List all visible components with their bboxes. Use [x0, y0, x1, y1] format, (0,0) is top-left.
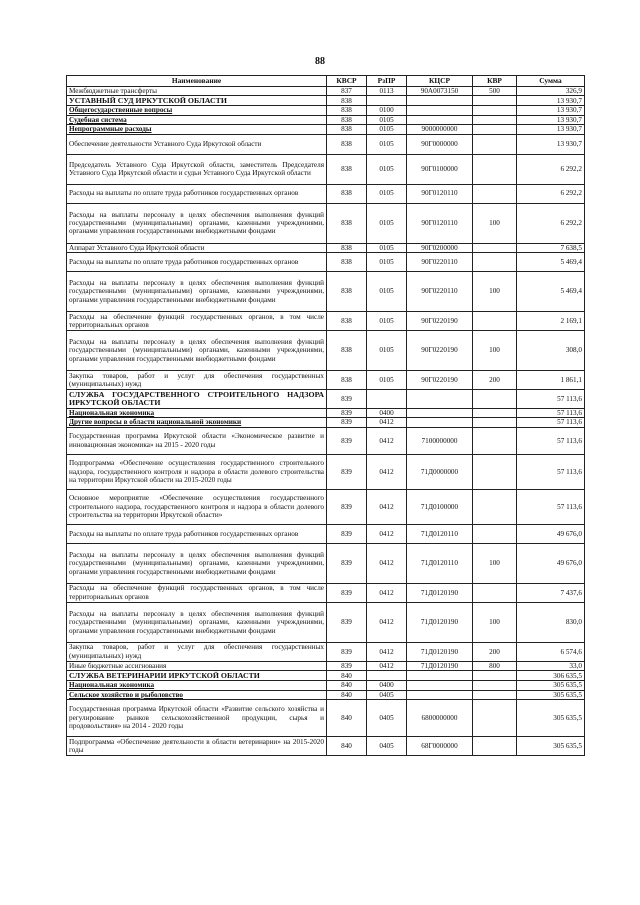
cell-kvsr: 839: [327, 524, 367, 543]
table-row: [67, 272, 585, 312]
cell-sum: 6 574,6: [517, 642, 585, 661]
cell-sum: 13 930,7: [517, 115, 585, 124]
cell-kcsr: [407, 418, 473, 427]
cell-rzpr: 0405: [367, 700, 407, 737]
table-row: [67, 543, 585, 583]
cell-name: Расходы на выплаты персоналу в целях обеспечения выполнения функций государственными (муниципальными) органами, казенными учреждениями, органами управления государственными внебюджетными фондами: [67, 203, 327, 243]
page-number: 88: [315, 56, 325, 67]
cell-kvr: [473, 409, 517, 418]
cell-kvr: [473, 184, 517, 203]
table-row: [67, 134, 585, 154]
cell-kcsr: 90Г0220190: [407, 371, 473, 390]
cell-sum: 6 292,2: [517, 203, 585, 243]
cell-kvsr: 838: [327, 184, 367, 203]
cell-kvr: [473, 312, 517, 331]
cell-kvr: 200: [473, 642, 517, 661]
cell-kvsr: 838: [327, 115, 367, 124]
cell-sum: 2 169,1: [517, 312, 585, 331]
cell-kvsr: 839: [327, 602, 367, 642]
table-row: [67, 661, 585, 670]
cell-rzpr: 0100: [367, 106, 407, 115]
cell-kvr: 100: [473, 602, 517, 642]
table-row: [67, 115, 585, 124]
cell-kcsr: [407, 115, 473, 124]
cell-rzpr: 0105: [367, 125, 407, 134]
cell-kvsr: 838: [327, 154, 367, 184]
cell-rzpr: 0105: [367, 134, 407, 154]
cell-kvr: [473, 134, 517, 154]
cell-kcsr: [407, 96, 473, 106]
cell-kcsr: 71Д0100000: [407, 489, 473, 524]
cell-kvr: [473, 737, 517, 756]
cell-kvsr: 838: [327, 272, 367, 312]
cell-rzpr: 0113: [367, 87, 407, 96]
cell-name: Председатель Уставного Суда Иркутской области, заместитель Председателя Уставного Суда Иркутской области и судьи Уставного Суда Иркутской области: [67, 154, 327, 184]
cell-kvr: [473, 125, 517, 134]
cell-sum: 13 930,7: [517, 96, 585, 106]
table-row: [67, 489, 585, 524]
cell-rzpr: 0105: [367, 184, 407, 203]
cell-name: Основное мероприятие «Обеспечение осуществления государственного строительного надзора, государственного контроля и надзора в области долевого строительства на территории Иркутской области»: [67, 489, 327, 524]
cell-kvr: [473, 700, 517, 737]
table-row: [67, 409, 585, 418]
cell-kvsr: 840: [327, 737, 367, 756]
cell-sum: 1 861,1: [517, 371, 585, 390]
header-name: Наименование: [67, 76, 327, 87]
cell-kvsr: 840: [327, 681, 367, 690]
cell-sum: 6 292,2: [517, 184, 585, 203]
cell-kcsr: 90Г0120110: [407, 203, 473, 243]
header-rzpr: РзПР: [367, 76, 407, 87]
cell-kvr: 200: [473, 371, 517, 390]
cell-kvr: [473, 115, 517, 124]
cell-name: Государственная программа Иркутской области «Экономическое развитие и инновационная экономика» на 2015 - 2020 годы: [67, 427, 327, 454]
cell-kcsr: 90Г0220110: [407, 253, 473, 272]
cell-rzpr: 0405: [367, 690, 407, 699]
cell-sum: 13 930,7: [517, 125, 585, 134]
cell-kvr: [473, 671, 517, 681]
cell-kcsr: 90Г0220190: [407, 312, 473, 331]
cell-kcsr: [407, 690, 473, 699]
cell-rzpr: 0105: [367, 253, 407, 272]
cell-name: Национальная экономика: [67, 409, 327, 418]
cell-kcsr: [407, 681, 473, 690]
cell-kvsr: 839: [327, 454, 367, 489]
cell-sum: 306 635,5: [517, 671, 585, 681]
cell-kvsr: 838: [327, 243, 367, 252]
table-row: [67, 418, 585, 427]
cell-name: Сельское хозяйство и рыболовство: [67, 690, 327, 699]
cell-rzpr: 0105: [367, 312, 407, 331]
cell-kvr: [473, 690, 517, 699]
cell-name: Расходы на выплаты по оплате труда работников государственных органов: [67, 253, 327, 272]
cell-kvsr: 840: [327, 671, 367, 681]
table-row: [67, 154, 585, 184]
cell-sum: 305 635,5: [517, 681, 585, 690]
cell-rzpr: 0412: [367, 642, 407, 661]
cell-rzpr: 0400: [367, 409, 407, 418]
header-sum: Сумма: [517, 76, 585, 87]
cell-name: Расходы на выплаты персоналу в целях обеспечения выполнения функций государственными (муниципальными) органами, казенными учреждениями, органами управления государственными внебюджетными фондами: [67, 543, 327, 583]
cell-kvsr: 839: [327, 489, 367, 524]
table-row: [67, 203, 585, 243]
cell-sum: 6 292,2: [517, 154, 585, 184]
cell-kcsr: 71Д0120190: [407, 642, 473, 661]
cell-name: Закупка товаров, работ и услуг для обеспечения государственных (муниципальных) нужд: [67, 642, 327, 661]
table-row: [67, 96, 585, 106]
cell-name: СЛУЖБА ВЕТЕРИНАРИИ ИРКУТСКОЙ ОБЛАСТИ: [67, 671, 327, 681]
cell-kvr: [473, 583, 517, 602]
cell-kvr: [473, 243, 517, 252]
cell-rzpr: 0400: [367, 681, 407, 690]
cell-sum: 7 437,6: [517, 583, 585, 602]
cell-sum: 57 113,6: [517, 489, 585, 524]
cell-kvsr: 839: [327, 409, 367, 418]
cell-rzpr: 0412: [367, 418, 407, 427]
cell-name: Государственная программа Иркутской области «Развитие сельского хозяйства и регулирование рынков сельскохозяйственной продукции, сырья и продовольствия» на 2014 - 2020 годы: [67, 700, 327, 737]
cell-rzpr: 0412: [367, 427, 407, 454]
cell-kvsr: 839: [327, 642, 367, 661]
cell-rzpr: [367, 96, 407, 106]
cell-kvr: [473, 524, 517, 543]
cell-rzpr: 0412: [367, 489, 407, 524]
cell-kcsr: [407, 390, 473, 409]
table-row: [67, 427, 585, 454]
cell-kcsr: [407, 671, 473, 681]
header-kcsr: КЦСР: [407, 76, 473, 87]
cell-sum: 57 113,6: [517, 409, 585, 418]
cell-name: Обеспечение деятельности Уставного Суда Иркутской области: [67, 134, 327, 154]
cell-kcsr: 90Г0120110: [407, 184, 473, 203]
cell-kvsr: 839: [327, 543, 367, 583]
cell-rzpr: 0105: [367, 203, 407, 243]
cell-name: Расходы на выплаты персоналу в целях обеспечения выполнения функций государственными (муниципальными) органами, казенными учреждениями, органами управления государственными внебюджетными фондами: [67, 331, 327, 371]
cell-kvr: [473, 154, 517, 184]
cell-rzpr: 0105: [367, 272, 407, 312]
cell-kvsr: 838: [327, 331, 367, 371]
table-row: [67, 681, 585, 690]
cell-name: Расходы на выплаты персоналу в целях обеспечения выполнения функций государственными (муниципальными) органами, казенными учреждениями, органами управления государственными внебюджетными фондами: [67, 602, 327, 642]
cell-name: Расходы на обеспечение функций государственных органов, в том числе территориальных органов: [67, 312, 327, 331]
cell-name: УСТАВНЫЙ СУД ИРКУТСКОЙ ОБЛАСТИ: [67, 96, 327, 106]
table-row: [67, 642, 585, 661]
table-row: [67, 312, 585, 331]
cell-kvsr: 840: [327, 690, 367, 699]
cell-name: Подпрограмма «Обеспечение осуществления государственного строительного надзора, государственного контроля и надзора в области долевого строительства на территории Иркутской области на 2015-2020 годы: [67, 454, 327, 489]
cell-name: Подпрограмма «Обеспечение деятельности в области ветеринарии» на 2015-2020 годы: [67, 737, 327, 756]
cell-rzpr: 0105: [367, 115, 407, 124]
cell-name: Расходы на выплаты по оплате труда работников государственных органов: [67, 184, 327, 203]
cell-sum: 5 469,4: [517, 253, 585, 272]
table-row: [67, 671, 585, 681]
cell-kvr: 100: [473, 272, 517, 312]
cell-rzpr: [367, 671, 407, 681]
cell-kcsr: 71Д0000000: [407, 454, 473, 489]
cell-kvr: [473, 253, 517, 272]
cell-sum: 308,0: [517, 331, 585, 371]
cell-kvsr: 837: [327, 87, 367, 96]
header-kvr: КВР: [473, 76, 517, 87]
cell-kcsr: 71Д0120190: [407, 583, 473, 602]
cell-kcsr: 90Г0100000: [407, 154, 473, 184]
cell-kvsr: 839: [327, 661, 367, 670]
table-header-row: [67, 76, 585, 87]
table-row: [67, 524, 585, 543]
cell-kvsr: 838: [327, 371, 367, 390]
table-row: [67, 737, 585, 756]
cell-name: Непрограммные расходы: [67, 125, 327, 134]
cell-kcsr: 71Д0120110: [407, 543, 473, 583]
cell-sum: 49 676,0: [517, 543, 585, 583]
table-row: [67, 583, 585, 602]
cell-rzpr: 0412: [367, 602, 407, 642]
cell-sum: 830,0: [517, 602, 585, 642]
cell-kvr: [473, 96, 517, 106]
cell-kvsr: 838: [327, 253, 367, 272]
cell-name: Судебная система: [67, 115, 327, 124]
cell-kvsr: 838: [327, 125, 367, 134]
cell-kcsr: 6800000000: [407, 700, 473, 737]
cell-kvr: [473, 390, 517, 409]
cell-kvsr: 838: [327, 96, 367, 106]
cell-sum: 326,9: [517, 87, 585, 96]
cell-sum: 13 930,7: [517, 106, 585, 115]
cell-kvsr: 838: [327, 312, 367, 331]
cell-name: Общегосударственные вопросы: [67, 106, 327, 115]
cell-kcsr: 68Г0000000: [407, 737, 473, 756]
cell-rzpr: 0105: [367, 243, 407, 252]
cell-rzpr: 0412: [367, 454, 407, 489]
cell-kcsr: 7100000000: [407, 427, 473, 454]
cell-name: Закупка товаров, работ и услуг для обеспечения государственных (муниципальных) нужд: [67, 371, 327, 390]
cell-rzpr: 0105: [367, 154, 407, 184]
table-row: [67, 690, 585, 699]
cell-name: Национальная экономика: [67, 681, 327, 690]
cell-name: Иные бюджетные ассигнования: [67, 661, 327, 670]
table-row: [67, 454, 585, 489]
table-row: [67, 602, 585, 642]
cell-name: Расходы на обеспечение функций государственных органов, в том числе территориальных органов: [67, 583, 327, 602]
table-row: [67, 390, 585, 409]
cell-kvr: [473, 681, 517, 690]
cell-sum: 57 113,6: [517, 418, 585, 427]
cell-sum: 5 469,4: [517, 272, 585, 312]
cell-kcsr: 90Г0200000: [407, 243, 473, 252]
cell-rzpr: 0412: [367, 661, 407, 670]
cell-name: Межбюджетные трансферты: [67, 87, 327, 96]
cell-kvsr: 840: [327, 700, 367, 737]
cell-kcsr: [407, 409, 473, 418]
cell-kvr: 800: [473, 661, 517, 670]
cell-kvr: [473, 454, 517, 489]
cell-rzpr: 0105: [367, 371, 407, 390]
table-row: [67, 184, 585, 203]
cell-sum: 33,0: [517, 661, 585, 670]
cell-kcsr: 9000000000: [407, 125, 473, 134]
cell-sum: 13 930,7: [517, 134, 585, 154]
cell-kcsr: 90А0073150: [407, 87, 473, 96]
cell-kvr: [473, 489, 517, 524]
cell-kcsr: [407, 106, 473, 115]
budget-table: [66, 75, 585, 756]
cell-sum: 305 635,5: [517, 690, 585, 699]
cell-kvsr: 839: [327, 418, 367, 427]
table-row: [67, 331, 585, 371]
cell-rzpr: 0105: [367, 331, 407, 371]
cell-kcsr: 90Г0220190: [407, 331, 473, 371]
cell-name: Расходы на выплаты персоналу в целях обеспечения выполнения функций государственными (муниципальными) органами, казенными учреждениями, органами управления государственными внебюджетными фондами: [67, 272, 327, 312]
cell-rzpr: 0412: [367, 583, 407, 602]
cell-rzpr: 0412: [367, 543, 407, 583]
cell-name: Другие вопросы в области национальной экономики: [67, 418, 327, 427]
cell-rzpr: [367, 390, 407, 409]
cell-sum: 57 113,6: [517, 390, 585, 409]
cell-sum: 57 113,6: [517, 427, 585, 454]
cell-sum: 305 635,5: [517, 700, 585, 737]
cell-kvr: [473, 106, 517, 115]
table-row: [67, 243, 585, 252]
cell-kcsr: 71Д0120110: [407, 524, 473, 543]
cell-kcsr: 71Д0120190: [407, 661, 473, 670]
cell-kvr: 100: [473, 331, 517, 371]
cell-sum: 49 676,0: [517, 524, 585, 543]
cell-kvr: [473, 427, 517, 454]
cell-kvr: [473, 418, 517, 427]
cell-name: Аппарат Уставного Суда Иркутской области: [67, 243, 327, 252]
table-body: [67, 87, 585, 756]
header-kvsr: КВСР: [327, 76, 367, 87]
cell-rzpr: 0412: [367, 524, 407, 543]
cell-kvr: 100: [473, 543, 517, 583]
cell-name: Расходы на выплаты по оплате труда работников государственных органов: [67, 524, 327, 543]
table-row: [67, 125, 585, 134]
cell-kcsr: 90Г0000000: [407, 134, 473, 154]
cell-sum: 305 635,5: [517, 737, 585, 756]
table-row: [67, 106, 585, 115]
cell-kvsr: 839: [327, 390, 367, 409]
cell-kvr: 100: [473, 203, 517, 243]
table-row: [67, 253, 585, 272]
cell-kcsr: 71Д0120190: [407, 602, 473, 642]
cell-name: СЛУЖБА ГОСУДАРСТВЕННОГО СТРОИТЕЛЬНОГО НАДЗОРА ИРКУТСКОЙ ОБЛАСТИ: [67, 390, 327, 409]
cell-kvsr: 838: [327, 203, 367, 243]
cell-kvsr: 839: [327, 583, 367, 602]
table-row: [67, 371, 585, 390]
cell-kcsr: 90Г0220110: [407, 272, 473, 312]
cell-rzpr: 0405: [367, 737, 407, 756]
table-row: [67, 87, 585, 96]
cell-kvr: 500: [473, 87, 517, 96]
cell-sum: 57 113,6: [517, 454, 585, 489]
cell-kvsr: 838: [327, 134, 367, 154]
cell-sum: 7 638,5: [517, 243, 585, 252]
cell-kvsr: 839: [327, 427, 367, 454]
cell-kvsr: 838: [327, 106, 367, 115]
table-row: [67, 700, 585, 737]
